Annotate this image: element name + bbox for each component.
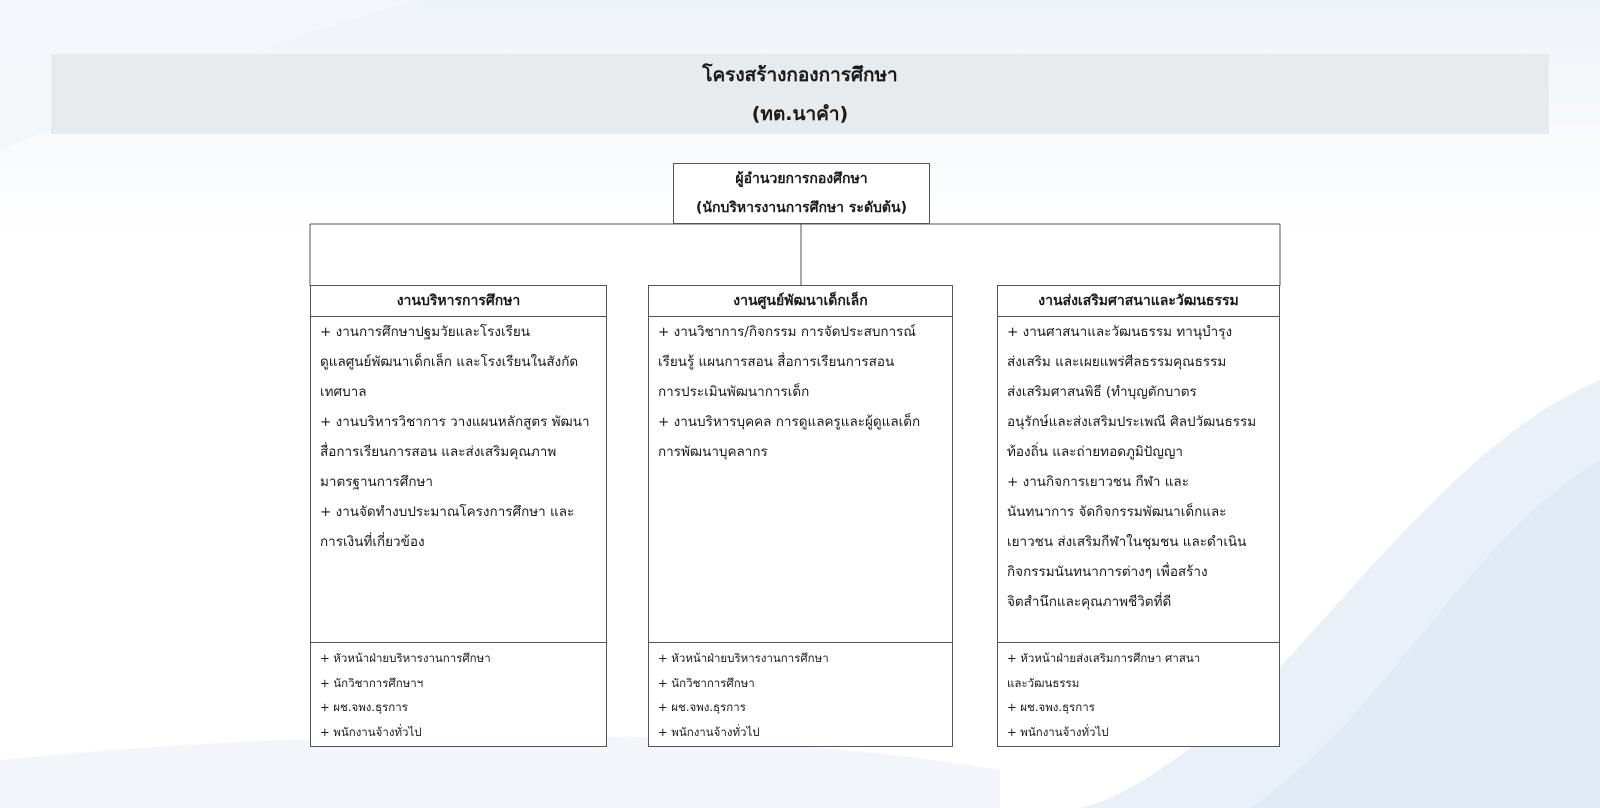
duty-line: + งานการศึกษาปฐมวัยและโรงเรียน xyxy=(320,324,530,340)
dept-title-education-admin: งานบริหารการศึกษา xyxy=(310,285,607,317)
staff-line: + หัวหน้าฝ่ายส่งเสริมการศึกษา ศาสนา xyxy=(1007,651,1201,665)
duty-line: กิจกรรมนันทนาการต่างๆ เพื่อสร้าง xyxy=(1007,564,1208,580)
duty-line: ส่งเสริมศาสนพิธี (ทำบุญตักบาตร xyxy=(1007,384,1197,400)
staff-line: + ผช.จพง.ธุรการ xyxy=(320,700,408,714)
duty-line: การพัฒนาบุคลากร xyxy=(658,444,768,460)
staff-line: + หัวหน้าฝ่ายบริหารงานการศึกษา xyxy=(658,651,829,665)
staff-line: + นักวิชาการศึกษาฯ xyxy=(320,675,424,690)
staff-list xyxy=(1007,646,1273,744)
duty-line: ท้องถิ่น และถ่ายทอดภูมิปัญญา xyxy=(1007,444,1183,460)
duty-line: อนุรักษ์และส่งเสริมประเพณี ศิลปวัฒนธรรม xyxy=(1007,414,1257,430)
staff-line: + พนักงานจ้างทั่วไป xyxy=(658,724,760,739)
staff-line: + หัวหน้าฝ่ายบริหารงานการศึกษา xyxy=(320,651,491,665)
dept-title-child-center: งานศูนย์พัฒนาเด็กเล็ก xyxy=(648,285,953,317)
director-box xyxy=(673,163,930,224)
duty-line: ส่งเสริม และเผยแพร่ศีลธรรมคุณธรรม xyxy=(1007,354,1227,370)
duty-line: เทศบาล xyxy=(320,384,367,400)
dept-title-religion-culture: งานส่งเสริมศาสนาและวัฒนธรรม xyxy=(997,285,1280,317)
header-band xyxy=(51,54,1549,134)
duty-line: นันทนาการ จัดกิจกรรมพัฒนาเด็กและ xyxy=(1007,504,1227,520)
page-subtitle: (ทต.นาคำ) xyxy=(751,103,849,125)
duty-line: ดูแลศูนย์พัฒนาเด็กเล็ก และโรงเรียนในสังกัด xyxy=(320,354,579,370)
duty-line: + งานบริหารบุคคล การดูแลครูและผู้ดูแลเด็ก xyxy=(658,414,921,430)
staff-line: + พนักงานจ้างทั่วไป xyxy=(1007,724,1109,739)
duty-line: สื่อการเรียนการสอน และส่งเสริมคุณภาพ xyxy=(320,444,557,460)
duty-line: เยาวชน ส่งเสริมกีฬาในชุมชน และดำเนิน xyxy=(1007,534,1247,550)
duty-line: การประเมินพัฒนาการเด็ก xyxy=(658,384,810,400)
staff-line: + พนักงานจ้างทั่วไป xyxy=(320,724,422,739)
duties-list xyxy=(320,317,600,642)
duty-line: จิตสำนึกและคุณภาพชีวิตที่ดี xyxy=(1007,594,1172,610)
director-title: ผู้อำนวยการกองศึกษา xyxy=(735,171,868,187)
staff-list xyxy=(658,646,946,744)
staff-line: + นักวิชาการศึกษา xyxy=(658,675,755,690)
duty-line: + งานศาสนาและวัฒนธรรม ทานุบำรุง xyxy=(1007,324,1233,340)
staff-line: + ผช.จพง.ธุรการ xyxy=(1007,700,1095,714)
duty-line: + งานกิจการเยาวชน กีฬา และ xyxy=(1007,474,1189,490)
duties-list xyxy=(658,317,946,642)
duty-line: + งานจัดทำงบประมาณโครงการศึกษา และ xyxy=(320,504,575,520)
staff-list xyxy=(320,646,600,744)
dept-body-religion-culture xyxy=(997,317,1280,747)
page-title: โครงสร้างกองการศึกษา xyxy=(702,64,898,86)
duties-list xyxy=(1007,317,1273,642)
duty-line: มาตรฐานการศึกษา xyxy=(320,474,433,490)
dept-body-child-center xyxy=(648,317,953,747)
staff-divider xyxy=(649,642,952,643)
duty-line: + งานวิชาการ/กิจกรรม การจัดประสบการณ์ xyxy=(658,324,916,340)
dept-body-education-admin xyxy=(310,317,607,747)
staff-line: + ผช.จพง.ธุรการ xyxy=(658,700,746,714)
staff-divider xyxy=(311,642,606,643)
duty-line: เรียนรู้ แผนการสอน สื่อการเรียนการสอน xyxy=(658,354,895,370)
duty-line: + งานบริหารวิชาการ วางแผนหลักสูตร พัฒนา xyxy=(320,414,590,430)
staff-line: และวัฒนธรรม xyxy=(1007,675,1080,690)
staff-divider xyxy=(998,642,1279,643)
director-position: (นักบริหารงานการศึกษา ระดับต้น) xyxy=(696,200,907,216)
duty-line: การเงินที่เกี่ยวข้อง xyxy=(320,534,425,550)
